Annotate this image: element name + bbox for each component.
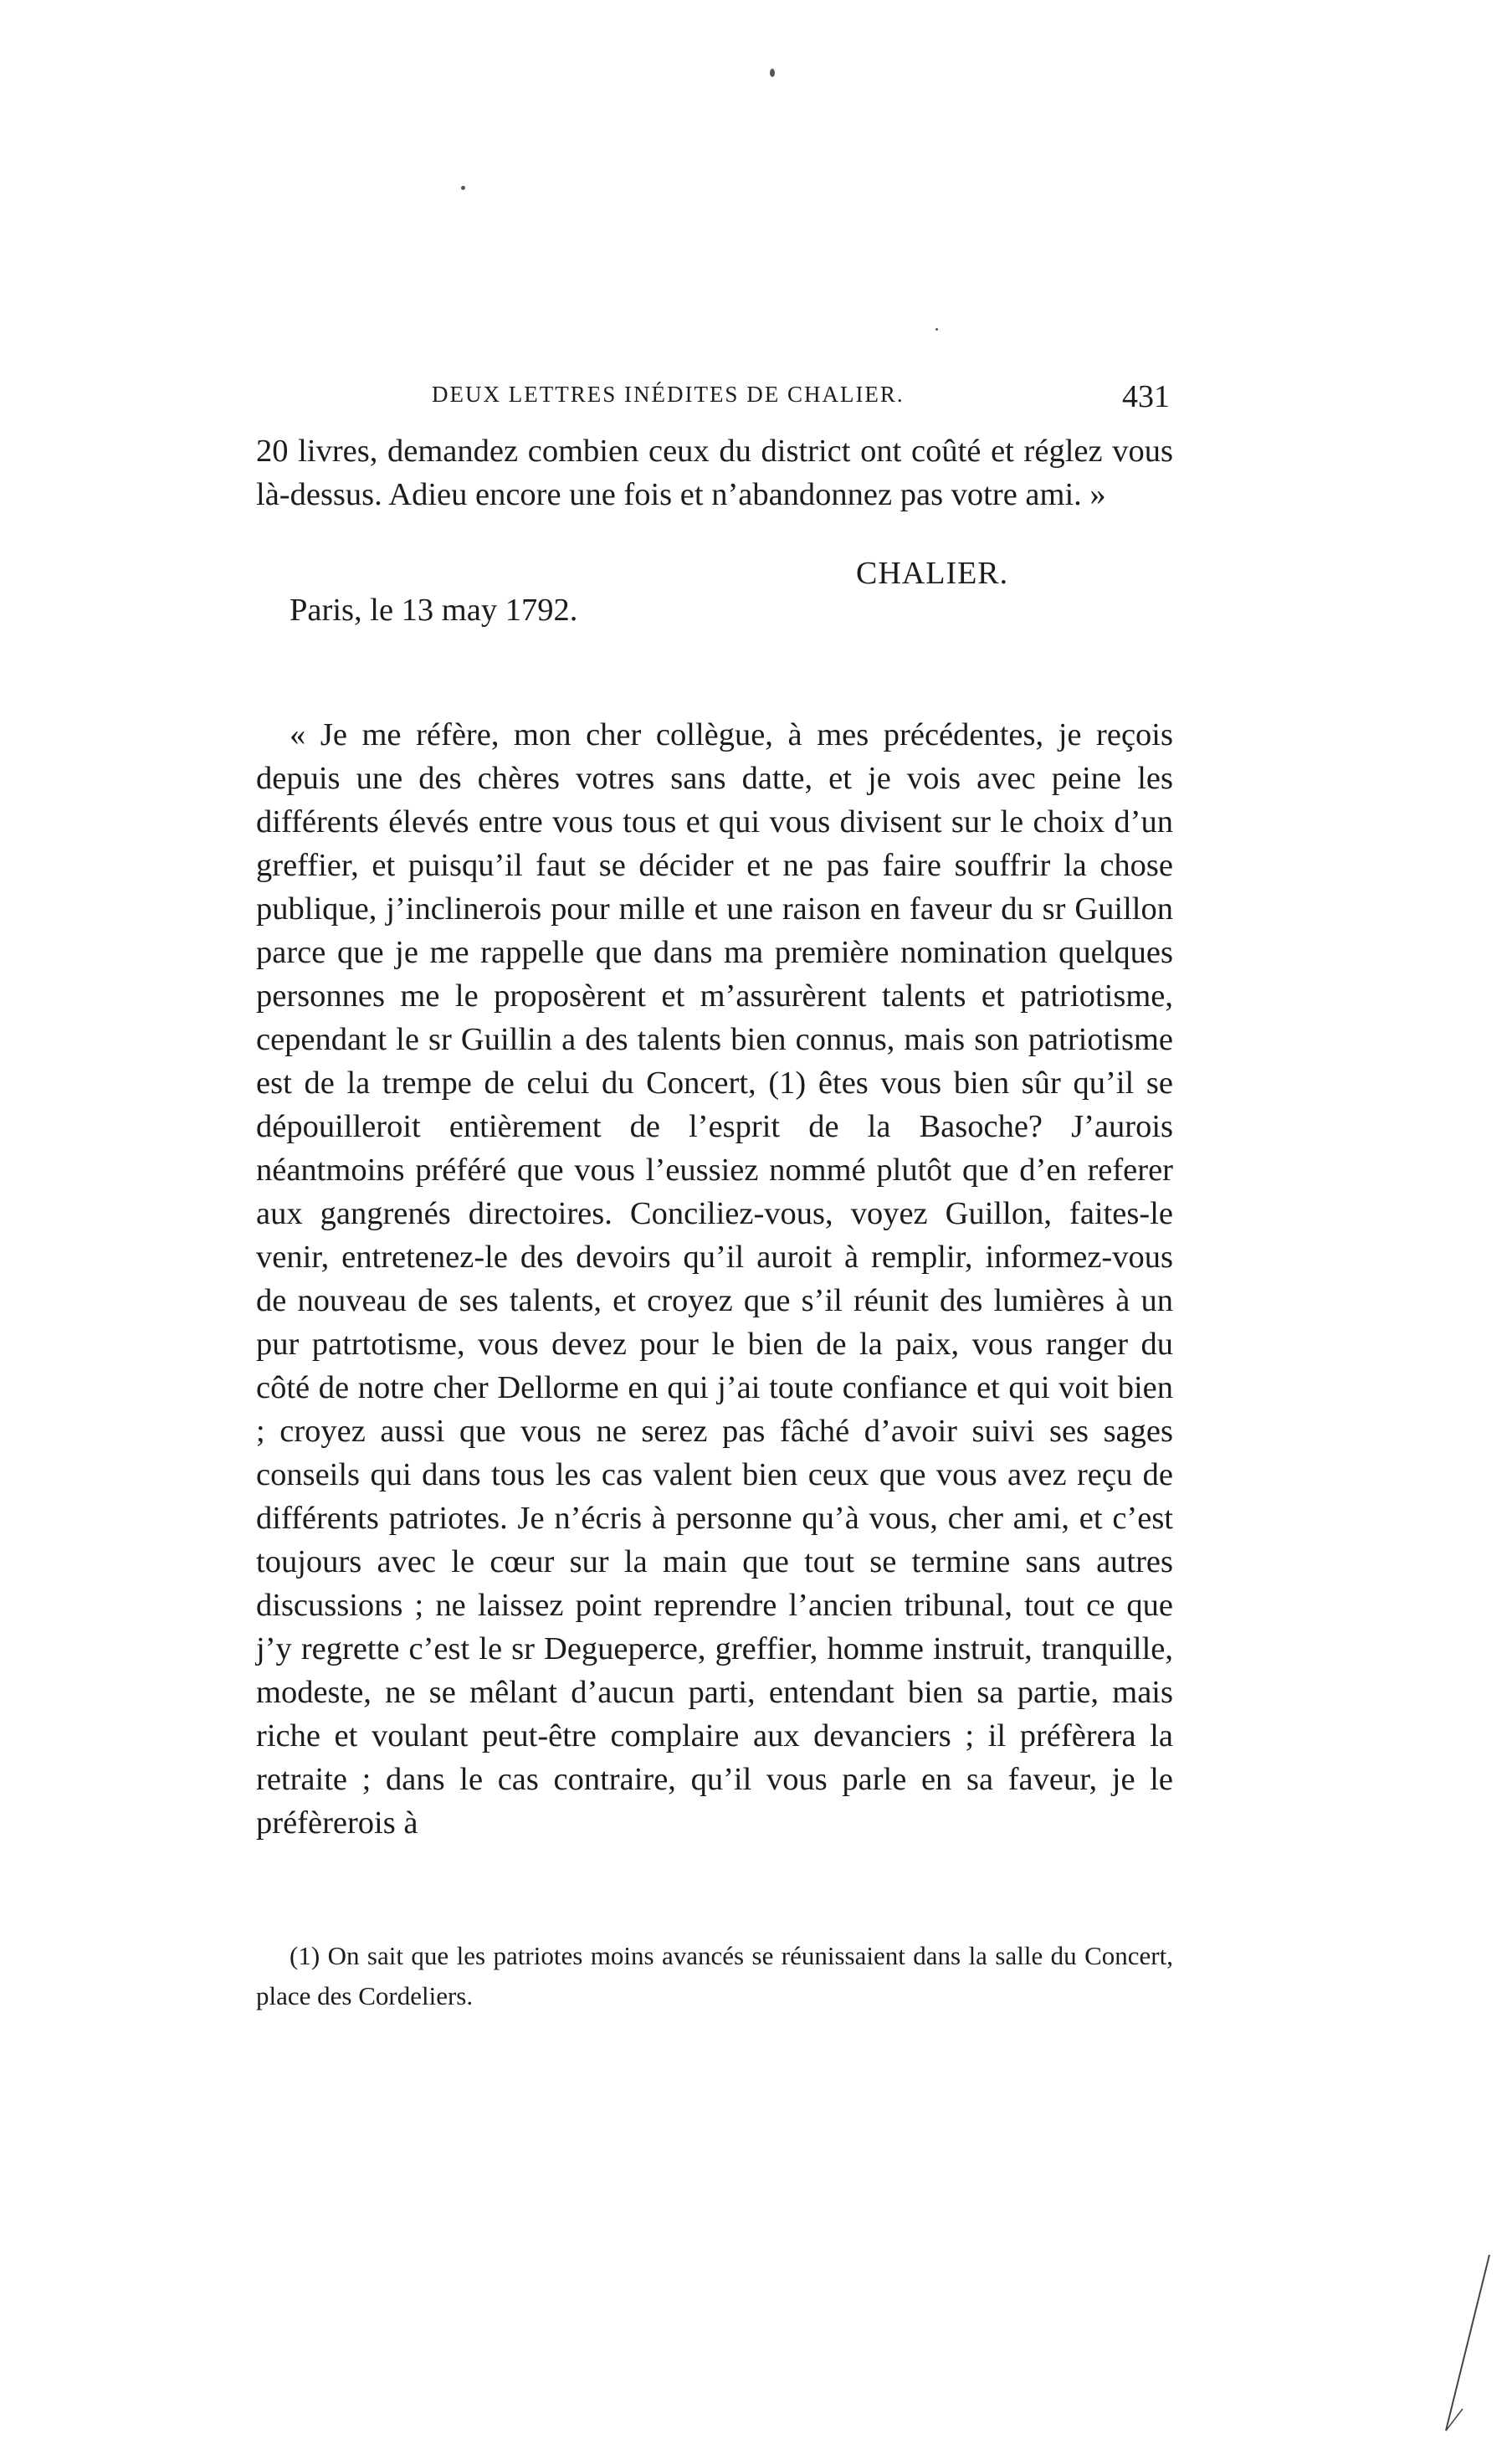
ink-speck xyxy=(461,186,465,190)
footnote: (1) On sait que les patriotes moins avancés se réunissaient dans la salle du Concert, place des Cordeliers. xyxy=(256,1941,1173,2010)
signature: CHALIER. xyxy=(856,556,1009,591)
page-number: 431 xyxy=(1122,379,1170,414)
letter-closing-paragraph: 20 livres, demandez combien ceux du district ont coûté et réglez vous là-dessus. Adieu encore une fois et n’abandonnez pas votre ami. » xyxy=(256,434,1173,512)
ink-speck xyxy=(770,69,775,77)
letter-body-paragraph: « Je me réfère, mon cher collègue, à mes précédentes, je reçois depuis une des chères votres sans datte, et je vois avec peine les différents élevés entre vous tous et qui vous divisent sur le choix d’un greffier, et puisqu’il faut se décider et ne pas faire souffrir la chose publique, j’inclinerois pour mille et une raison en faveur du sr Guillon parce que je me rappelle que dans ma première nomination quelques personnes me le proposèrent et m’assurèrent talents et patriotisme, cependant le sr Guillin a des talents bien connus, mais son patriotisme est de la trempe de celui du Concert, (1) êtes vous bien sûr qu’il se dépouilleroit entièrement de l’esprit de la Basoche? J’aurois néantmoins préféré que vous l’eussiez nommé plutôt que d’en referer aux gangrenés directoires. Conciliez-vous, voyez Guillon, faites-le venir, entretenez-le des devoirs qu’il auroit à remplir, informez-vous de nouveau de ses talents, et croyez que s’il réunit des lumières à un pur patrtotisme, vous devez pour le bien de la paix, vous ranger du côté de notre cher Dellorme en qui j’ai toute confiance et qui voit bien ; croyez aussi que vous ne serez pas fâché d’avoir suivi ses sages conseils qui dans tous les cas valent bien ceux que vous avez reçu de différents patriotes. Je n’écris à personne qu’à vous, cher ami, et c’est toujours avec le cœur sur la main que tout se termine sans autres discussions ; ne laissez point reprendre l’ancien tribunal, tout ce que j’y regrette c’est le sr Degueperce, greffier, homme instruit, tranquille, modeste, ne se mêlant d’aucun parti, entendant bien sa partie, mais riche et voulant peut-être complaire aux devanciers ; il préfèrera la retraite ; dans le cas contraire, qu’il vous parle en sa faveur, je le préfèrerois à xyxy=(256,717,1173,1841)
ink-speck xyxy=(935,328,938,331)
page-header xyxy=(258,378,1170,420)
running-title: DEUX LETTRES INÉDITES DE CHALIER. xyxy=(432,382,905,407)
pen-stroke-mark xyxy=(1438,2251,1496,2436)
dateline: Paris, le 13 may 1792. xyxy=(290,593,578,628)
